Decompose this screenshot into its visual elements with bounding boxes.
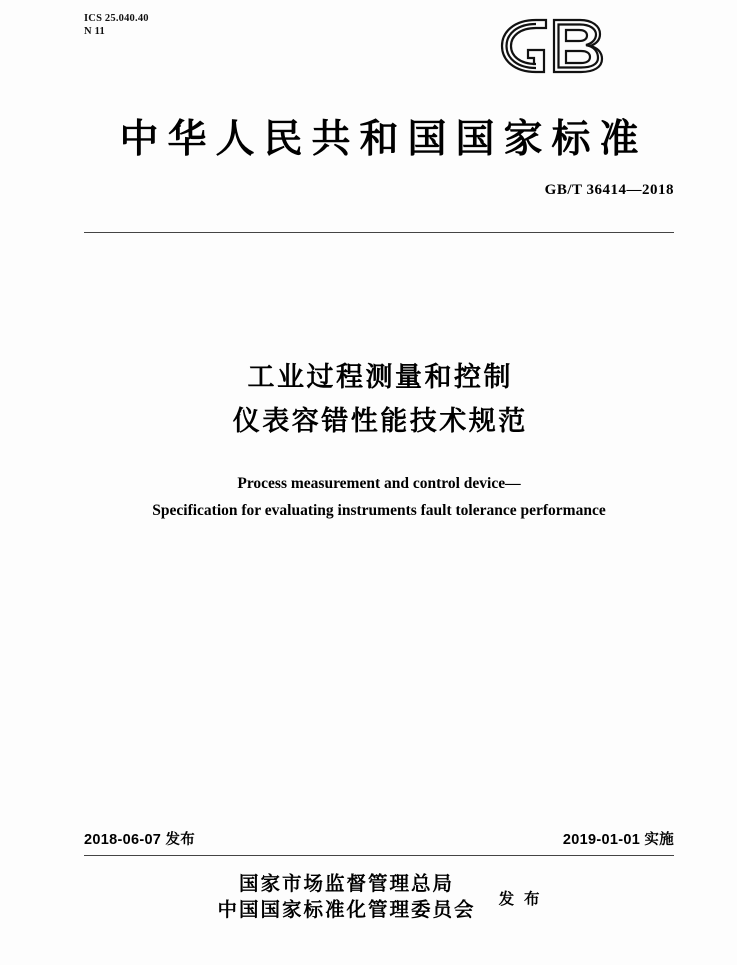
header-divider: [84, 232, 674, 233]
national-standard-title: 中华人民共和国国家标准: [119, 118, 648, 161]
ics-classification-block: [84, 12, 149, 38]
document-title-cn-line1: 工业过程测量和控制: [247, 362, 513, 392]
issue-date: 2018-06-07 发布: [84, 832, 196, 848]
publisher-action-label: 发 布: [498, 890, 543, 908]
document-title-chinese: [84, 356, 674, 443]
document-title-en-line2: Specification for evaluating instruments fault tolerance performance: [152, 502, 606, 520]
document-title-cn-line2: 仪表容错性能技术规范: [232, 405, 528, 436]
standard-number: GB/T 36414—2018: [544, 182, 674, 198]
gb-logo-icon: [484, 6, 624, 86]
page-content: [84, 0, 674, 965]
ics-code: ICS 25.040.40: [84, 13, 149, 24]
classification-code: N 11: [84, 26, 105, 38]
effective-date: 2019-01-01 实施: [562, 832, 674, 848]
publisher-line-1: 国家市场监督管理总局: [239, 874, 455, 895]
publisher-line-2: 中国国家标准化管理委员会: [217, 899, 476, 921]
publisher-block: [84, 872, 674, 923]
document-title-english: [84, 470, 674, 524]
footer-divider: [84, 855, 674, 856]
document-title-en-line1: Process measurement and control device—: [237, 475, 521, 492]
footer-dates: [84, 828, 674, 848]
